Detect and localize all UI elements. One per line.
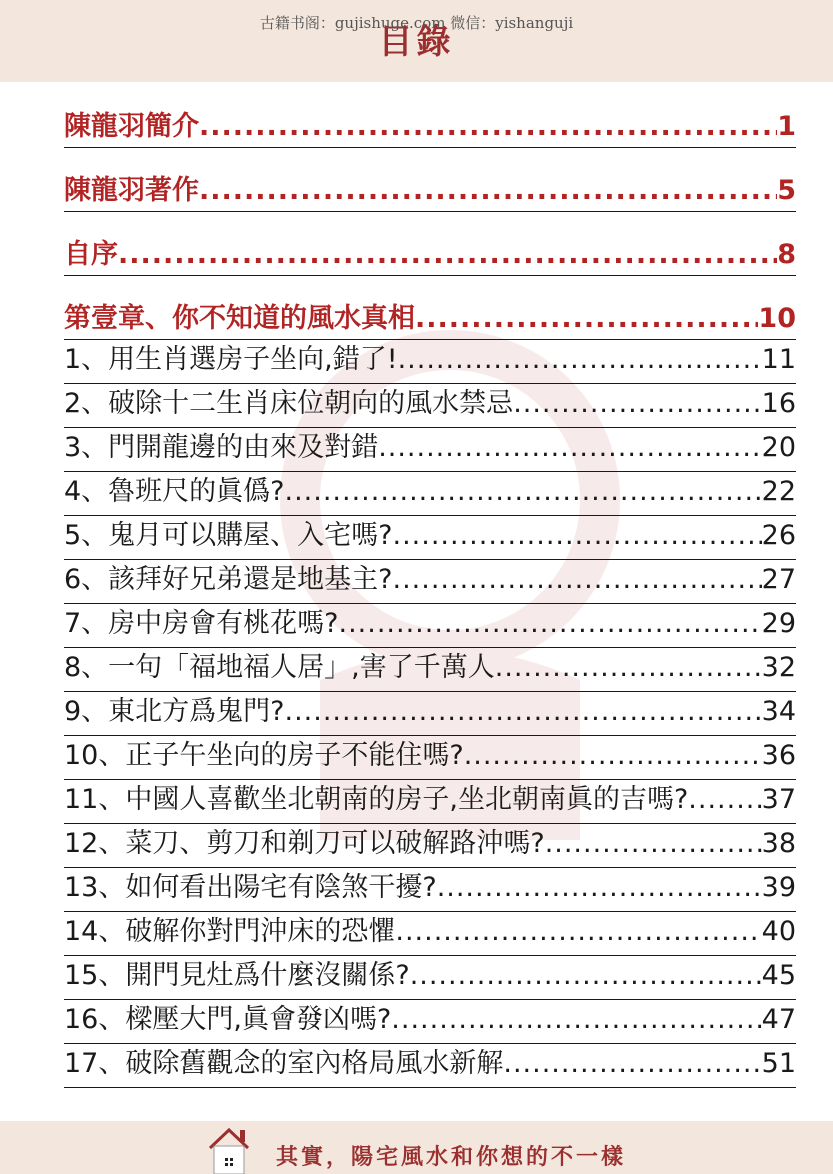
toc-entry-title: 自序 (64, 239, 118, 270)
toc-leader-dots (545, 824, 762, 867)
toc-leader-dots (415, 300, 758, 339)
toc-item[interactable] (64, 604, 796, 648)
toc-entry-title: 14、破解你對門沖床的恐懼 (64, 916, 396, 947)
toc-leader-dots (393, 516, 762, 559)
toc-leader-dots (339, 604, 762, 647)
toc-item[interactable] (64, 956, 796, 1000)
toc-entry-page: 39 (761, 872, 796, 903)
toc-entry-title: 5、鬼月可以購屋、入宅嗎? (64, 520, 393, 551)
toc-item[interactable] (64, 692, 796, 736)
toc-entry-page: 22 (761, 476, 796, 507)
toc-item[interactable] (64, 648, 796, 692)
toc-entry-title: 陳龍羽著作 (64, 175, 199, 206)
toc-entry-page: 51 (761, 1048, 796, 1079)
toc-entry-page: 20 (761, 432, 796, 463)
toc-entry-title: 15、開門見灶爲什麼沒關係? (64, 960, 410, 991)
toc-item[interactable] (64, 560, 796, 604)
toc-item[interactable] (64, 912, 796, 956)
toc-leader-dots (513, 384, 761, 427)
toc-leader-dots (437, 868, 762, 911)
toc-leader-dots (118, 236, 777, 275)
toc-chapter-preface[interactable] (64, 236, 796, 276)
toc-entry-page: 38 (761, 828, 796, 859)
toc-entry-page: 10 (758, 303, 796, 334)
toc-leader-dots (495, 648, 762, 691)
toc-entry-title: 2、破除十二生肖床位朝向的風水禁忌 (64, 388, 514, 419)
toc-entry-page: 32 (761, 652, 796, 683)
toc-entry-page: 27 (761, 564, 796, 595)
toc-chapter-intro[interactable] (64, 108, 796, 148)
toc-item[interactable] (64, 1000, 796, 1044)
toc-leader-dots (464, 736, 762, 779)
toc-entry-page: 37 (761, 784, 796, 815)
toc-entry-title: 16、樑壓大門,眞會發凶嗎? (64, 1004, 392, 1035)
toc-item[interactable] (64, 824, 796, 868)
toc-entry-page: 47 (761, 1004, 796, 1035)
toc-entry-page: 16 (761, 388, 796, 419)
toc-leader-dots (199, 108, 777, 147)
toc-entry-page: 8 (777, 239, 796, 270)
toc-item[interactable] (64, 340, 796, 384)
toc-entry-title: 7、房中房會有桃花嗎? (64, 608, 339, 639)
toc-entry-page: 45 (761, 960, 796, 991)
toc-entry-title: 11、中國人喜歡坐北朝南的房子,坐北朝南眞的吉嗎? (64, 784, 689, 815)
toc-entry-page: 34 (761, 696, 796, 727)
toc-leader-dots (285, 692, 762, 735)
toc-entry-page: 1 (777, 111, 796, 142)
toc-entry-title: 10、正子午坐向的房子不能住嗎? (64, 740, 464, 771)
toc-entry-title: 陳龍羽簡介 (64, 111, 199, 142)
toc-entry-title: 3、門開龍邊的由來及對錯 (64, 432, 379, 463)
toc-item[interactable] (64, 736, 796, 780)
toc-entry-title: 9、東北方爲鬼門? (64, 696, 285, 727)
toc-entry-page: 5 (777, 175, 796, 206)
toc-entry-title: 4、魯班尺的眞僞? (64, 476, 285, 507)
toc-item[interactable] (64, 516, 796, 560)
toc-item[interactable] (64, 868, 796, 912)
toc-leader-dots (398, 340, 762, 383)
toc-entry-page: 29 (761, 608, 796, 639)
toc-chapter-works[interactable] (64, 172, 796, 212)
toc-entry-title: 6、該拜好兄弟還是地基主? (64, 564, 393, 595)
toc-leader-dots (395, 912, 761, 955)
toc-item[interactable] (64, 384, 796, 428)
page-title: 目錄 (378, 22, 455, 62)
toc-leader-dots (393, 560, 762, 603)
house-icon (206, 1126, 252, 1174)
toc-item[interactable] (64, 472, 796, 516)
toc-entry-page: 36 (761, 740, 796, 771)
toc-entry-title: 8、一句「福地福人居」,害了千萬人 (64, 652, 495, 683)
toc-leader-dots (285, 472, 762, 515)
toc-item[interactable] (64, 1044, 796, 1088)
toc-entry-title: 第壹章、你不知道的風水真相 (64, 303, 415, 334)
toc-entry-title: 12、菜刀、剪刀和剃刀可以破解路沖嗎? (64, 828, 545, 859)
table-of-contents (64, 108, 796, 1088)
toc-leader-dots (503, 1044, 761, 1087)
toc-entry-title: 1、用生肖選房子坐向,錯了! (64, 344, 398, 375)
toc-entry-page: 40 (761, 916, 796, 947)
toc-item[interactable] (64, 780, 796, 824)
toc-leader-dots (199, 172, 777, 211)
toc-leader-dots (378, 428, 761, 471)
toc-leader-dots (688, 780, 761, 823)
toc-entry-title: 17、破除舊觀念的室內格局風水新解 (64, 1048, 504, 1079)
toc-item[interactable] (64, 428, 796, 472)
toc-leader-dots (410, 956, 762, 999)
toc-entry-title: 13、如何看出陽宅有陰煞干擾? (64, 872, 437, 903)
toc-entry-page: 26 (761, 520, 796, 551)
footer-slogan: 其實，陽宅風水和你想的不一樣 (276, 1144, 627, 1170)
watermark-text: 古籍书阁：gujishuge.com 微信：yishanguji (259, 14, 574, 32)
toc-leader-dots (391, 1000, 761, 1043)
toc-chapter-one[interactable] (64, 300, 796, 340)
toc-entry-page: 11 (761, 344, 796, 375)
